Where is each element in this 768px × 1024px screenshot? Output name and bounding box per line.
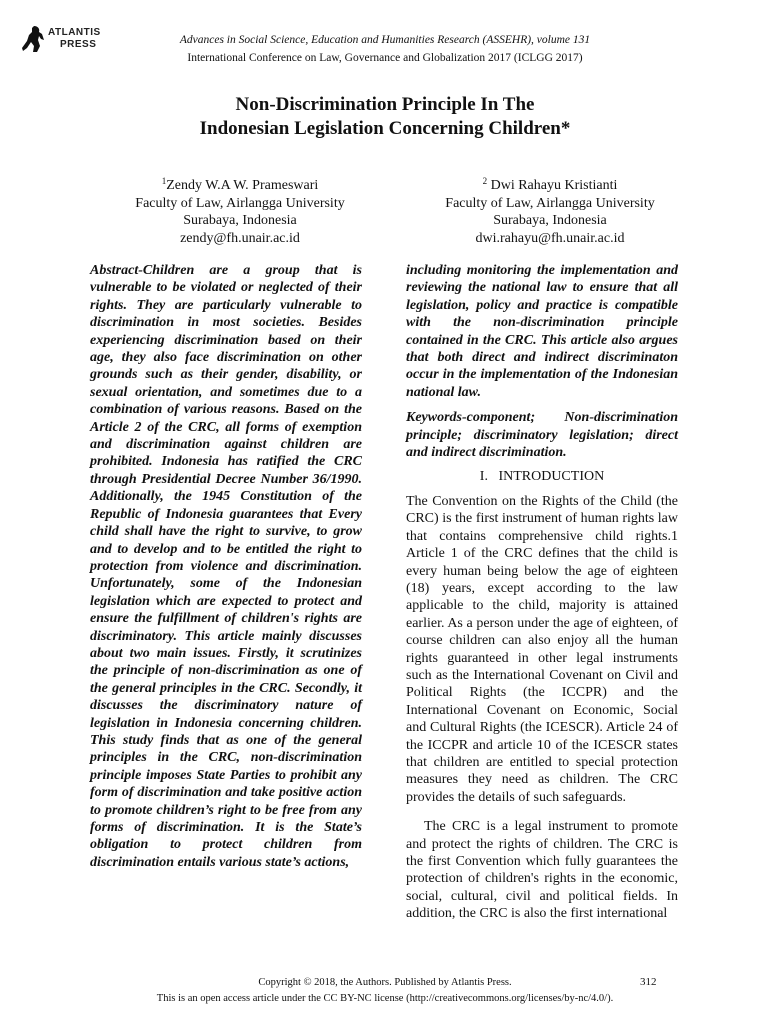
paper-title <box>90 93 680 141</box>
intro-paragraph-1: The Convention on the Rights of the Child (the CRC) is the first instrument of human rights law that contains comprehensive child rights.1 Article 1 of the CRC defines that the child is every human being below the age of eighteen (18) years, except according to the law applicable to the child, majority is attained earlier. As a person under the age of eighteen, of course children can also enjoy all the human rights guaranteed in other legal instruments such as the International Covenant on Civil and Political Rights (the ICCPR) and the International Covenant on Economic, Social and Cultural Rights (the ICESCR). Article 24 of the ICCPR and article 10 of the ICESCR states that children are entitled to special protection measures they need as children. The CRC provides the details of such safeguards. <box>406 493 678 805</box>
page-number: 312 <box>640 976 657 988</box>
copyright-line: Copyright © 2018, the Authors. Published by Atlantis Press. <box>258 977 512 988</box>
abstract-continuation: including monitoring the implementation and reviewing the national law to ensure that all legislation, policy and practice is compatible with the non-discrimination principle contained in the CRC. This article also argues that both direct and indirect discriminaton occur in the implementation of the Indonesian national law. <box>406 263 678 400</box>
author-superscript: 2 <box>482 176 488 186</box>
author-superscript: 1 <box>161 176 167 186</box>
author-block-1 <box>90 177 390 247</box>
author-name <box>90 177 390 195</box>
author-city: Surabaya, Indonesia <box>183 213 297 228</box>
publisher-logo <box>20 24 130 64</box>
author-city: Surabaya, Indonesia <box>493 213 607 228</box>
title-line-2: Indonesian Legislation Concerning Children* <box>199 118 571 139</box>
journal-name: Advances in Social Science, Education and Humanities Research (ASSEHR), volume 131 <box>179 34 591 46</box>
right-column <box>406 262 678 923</box>
logo-line-1: ATLANTIS <box>48 27 101 38</box>
author-name-text: Zendy W.A W. Prameswari <box>166 178 319 193</box>
atlantis-figure-icon <box>20 24 46 54</box>
author-block-2 <box>400 177 700 247</box>
author-affiliation: Faculty of Law, Airlangga University <box>135 195 345 211</box>
keywords: Keywords-component; Non-discrimination principle; discriminatory legislation; direct and indirect discrimination. <box>406 410 678 461</box>
conference-name: International Conference on Law, Governance and Globalization 2017 (ICLGG 2017) <box>187 52 583 64</box>
logo-line-2: PRESS <box>60 39 97 50</box>
author-email[interactable]: dwi.rahayu@fh.unair.ac.id <box>475 230 625 246</box>
author-name-text: Dwi Rahayu Kristianti <box>490 178 618 193</box>
section-heading: I. INTRODUCTION <box>479 469 605 485</box>
author-name <box>400 177 700 195</box>
license-line: This is an open access article under the CC BY-NC license (http://creativecommons.org/licenses/by-nc/4.0/). <box>156 993 614 1004</box>
title-line-1: Non-Discrimination Principle In The <box>235 94 535 115</box>
author-email[interactable]: zendy@fh.unair.ac.id <box>180 230 300 246</box>
abstract-text: Abstract-Children are a group that is vulnerable to be violated or neglected of their rights. They are particularly vulnerable to discrimination in most societies. Besides experiencing discrimination based on their age, they also face discrimination on other grounds such as their gender, disability, or sexual orientation, and sometimes due to a combination of various reasons. Based on the Article 2 of the CRC, all forms of exemption and discrimination against children are prohibited. Indonesia has ratified the CRC through Presidential Decree Number 36/1990. Additionally, the 1945 Constitution of the Republic of Indonesia guarantees that Every child shall have the right to survive, to grow and to develop and to be entitled the right to protection from violence and discrimination. Unfortunately, some of the Indonesian legislation which are expected to protect and ensure the fulfillment of children's rights are discriminatory. This article mainly discusses about two main issues. Firstly, it scrutinizes the principle of non-discrimination as one of the general principles in the CRC. Secondly, it discusses the discriminatory nature of legislation in Indonesia concerning children. This study finds that as one of the general principles in the CRC, non-discrimination principle imposes State Parties to prohibit any form of discrimination and take positive action to promote children’s right to be free from any forms of discrimination. It is the State’s obligation to protect children from discrimination entails various state’s actions, <box>90 263 362 870</box>
author-affiliation: Faculty of Law, Airlangga University <box>445 195 655 211</box>
intro-paragraph-2: The CRC is a legal instrument to promote and protect the rights of children. The CRC is the first Convention which fully guarantees the protection of children's rights in the economic, social, cultural, civil and political fields. In addition, the CRC is also the first international <box>406 819 678 922</box>
left-column <box>90 262 362 871</box>
